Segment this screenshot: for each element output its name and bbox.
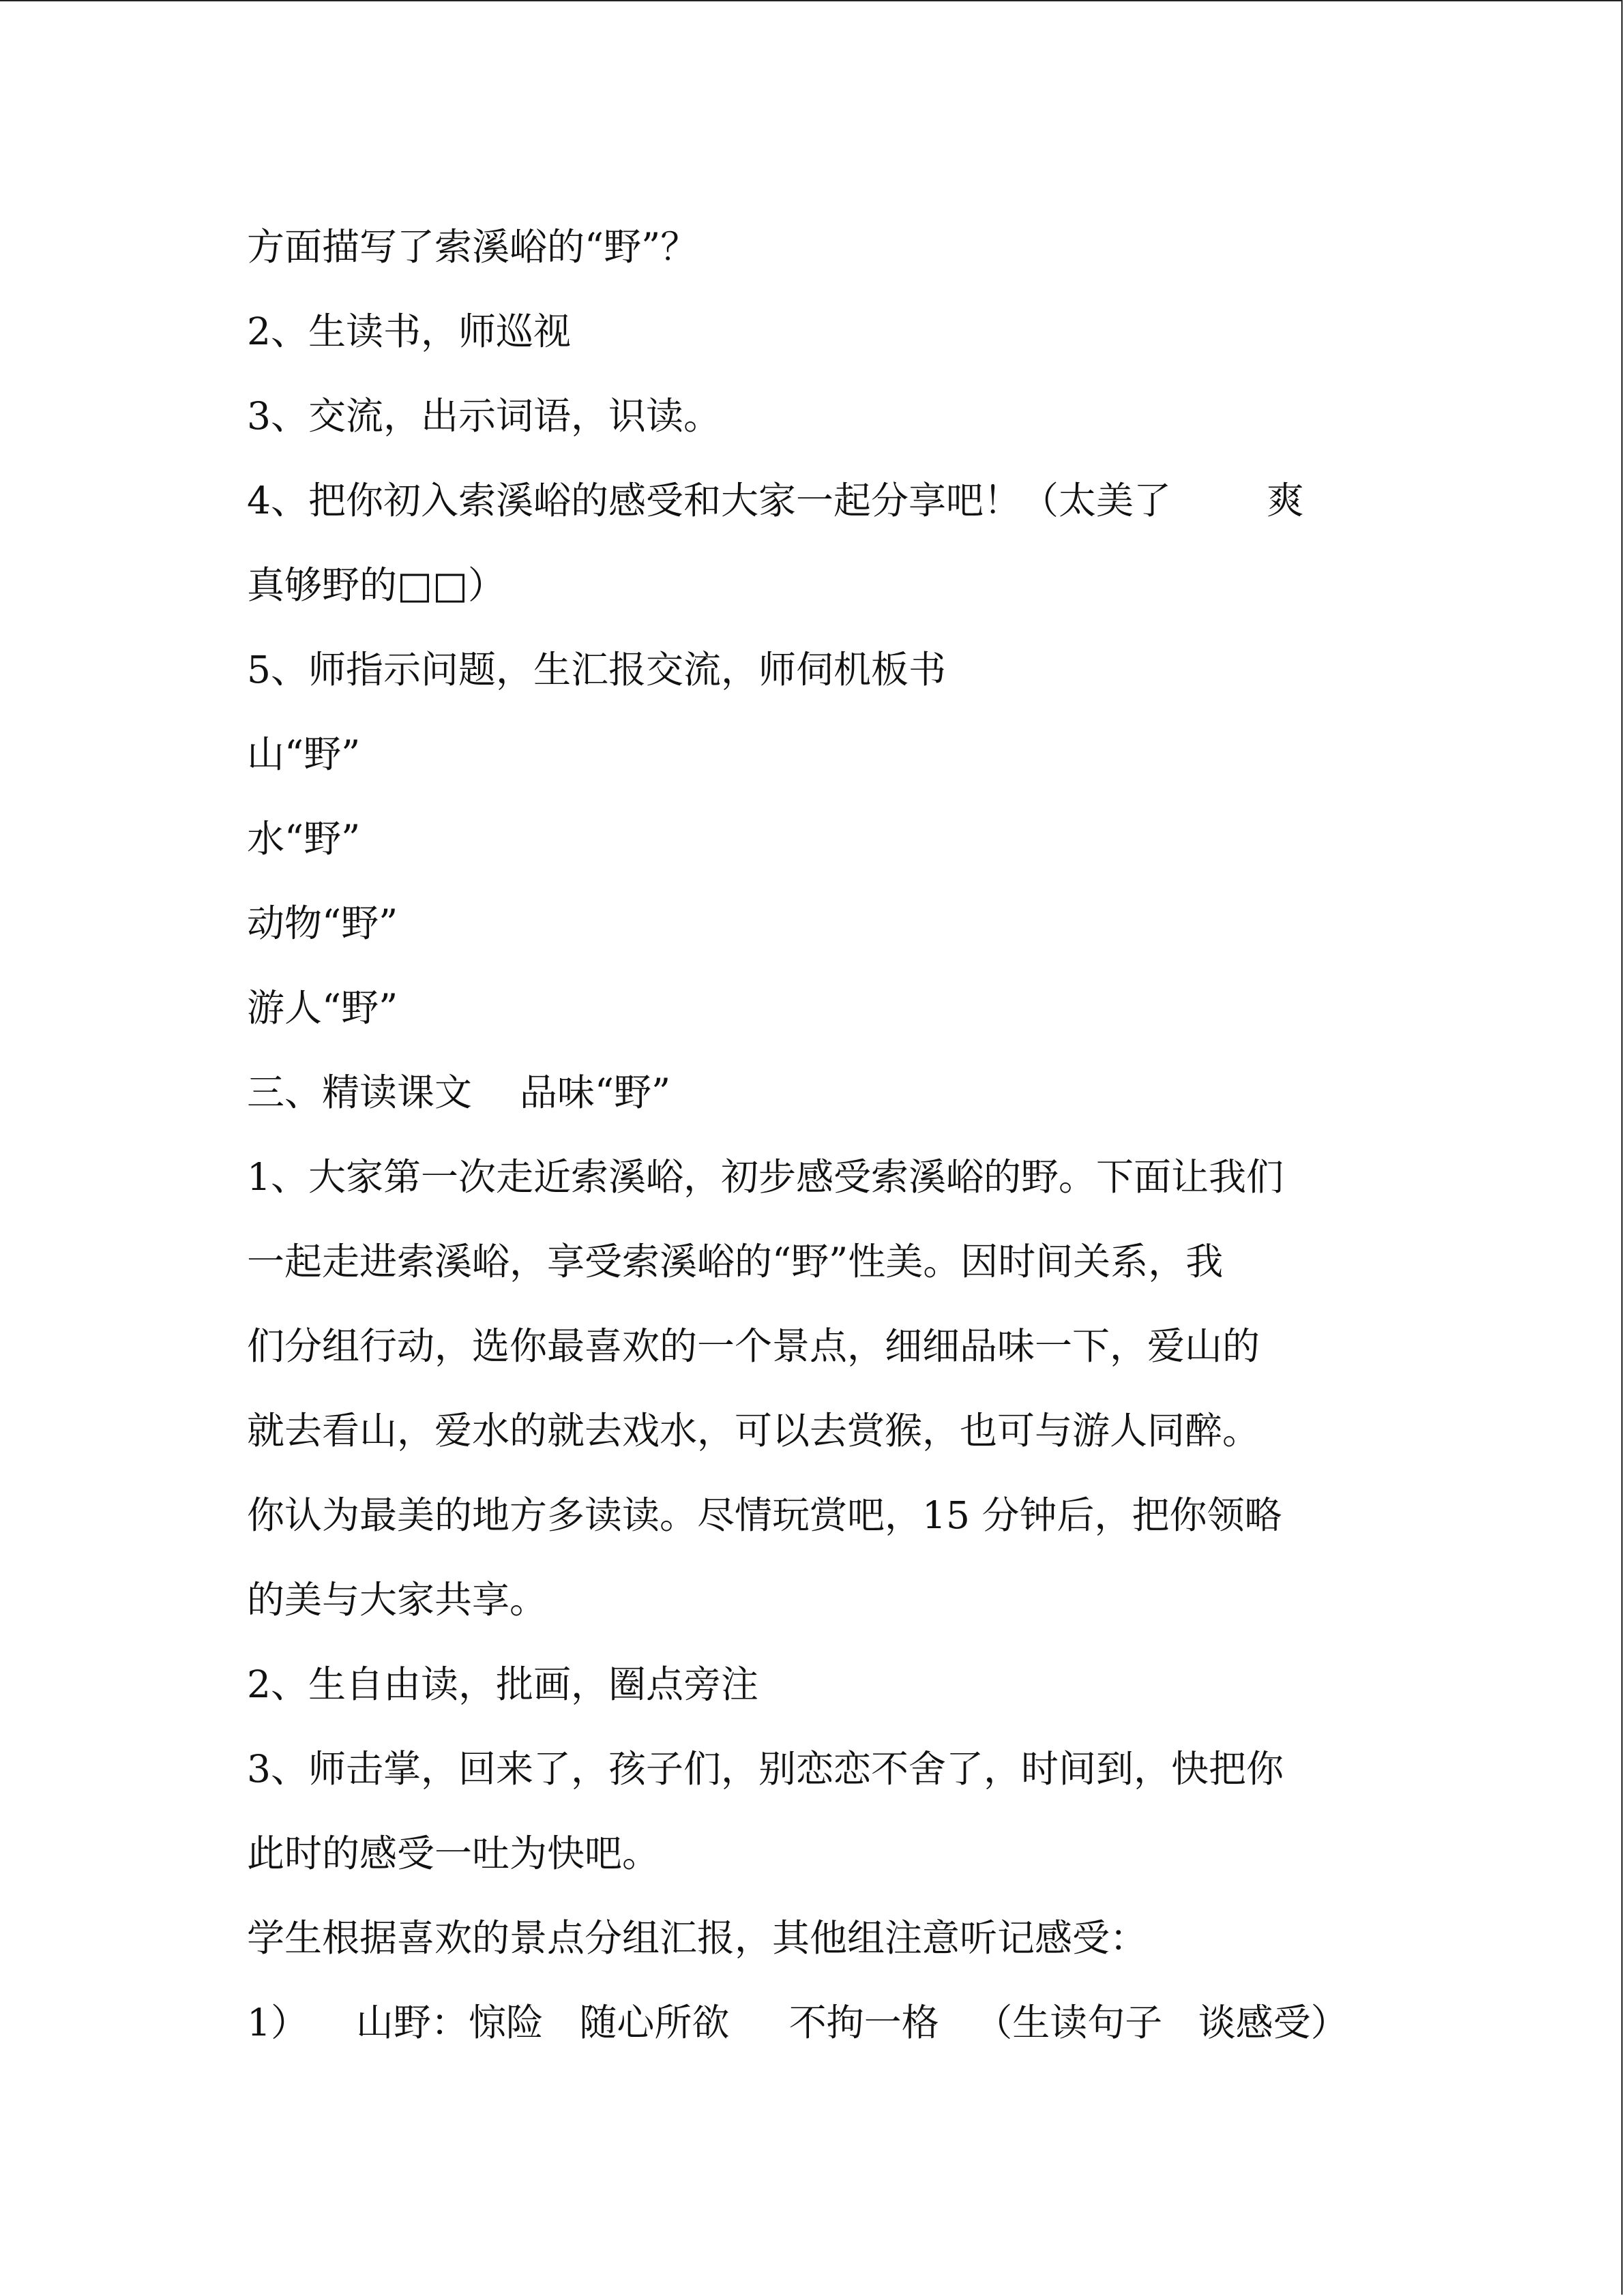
text-line: 一起走进索溪峪，享受索溪峪的“野”性美。因时间关系，我 bbox=[247, 1240, 1224, 1283]
text-line: 们分组行动，选你最喜欢的一个景点，细细品味一下，爱山的 bbox=[247, 1324, 1260, 1368]
text-line: 2、生读书，师巡视 bbox=[247, 310, 571, 353]
text-line: 3、师击掌，回来了，孩子们，别恋恋不舍了，时间到，快把你 bbox=[247, 1747, 1284, 1791]
text-line: 此时的感受一吐为快吧。 bbox=[247, 1832, 660, 1875]
text-line: 山“野” bbox=[247, 732, 361, 776]
text-line: 就去看山，爱水的就去戏水，可以去赏猴，也可与游人同醉。 bbox=[247, 1409, 1260, 1452]
section-heading: 三、精读课文 品味“野” bbox=[247, 1071, 671, 1114]
text-line: 1、大家第一次走近索溪峪，初步感受索溪峪的野。下面让我们 bbox=[247, 1155, 1284, 1199]
text-line: 动物“野” bbox=[247, 901, 398, 945]
text-line: 学生根据喜欢的景点分组汇报，其他组注意听记感受： bbox=[247, 1916, 1148, 1960]
text-line: 水“野” bbox=[247, 817, 361, 861]
text-line: 方面描写了索溪峪的“野”？ bbox=[247, 225, 698, 269]
text-line: 2、生自由读，批画，圈点旁注 bbox=[247, 1663, 758, 1706]
text-line: 的美与大家共享。 bbox=[247, 1578, 548, 1622]
text-line: 真够野的□□） bbox=[247, 563, 505, 607]
text-line: 4、把你初入索溪峪的感受和大家一起分享吧！（太美了 爽 bbox=[247, 479, 1304, 522]
text-line: 游人“野” bbox=[247, 986, 398, 1030]
text-line: 1） 山野：惊险 随心所欲 不拘一格 （生读句子 谈感受） bbox=[247, 2001, 1348, 2044]
text-line: 你认为最美的地方多读读。尽情玩赏吧，15 分钟后，把你领略 bbox=[247, 1493, 1282, 1537]
text-line: 3、交流，出示词语，识读。 bbox=[247, 394, 721, 438]
text-line: 5、师指示问题，生汇报交流，师伺机板书 bbox=[247, 648, 946, 691]
